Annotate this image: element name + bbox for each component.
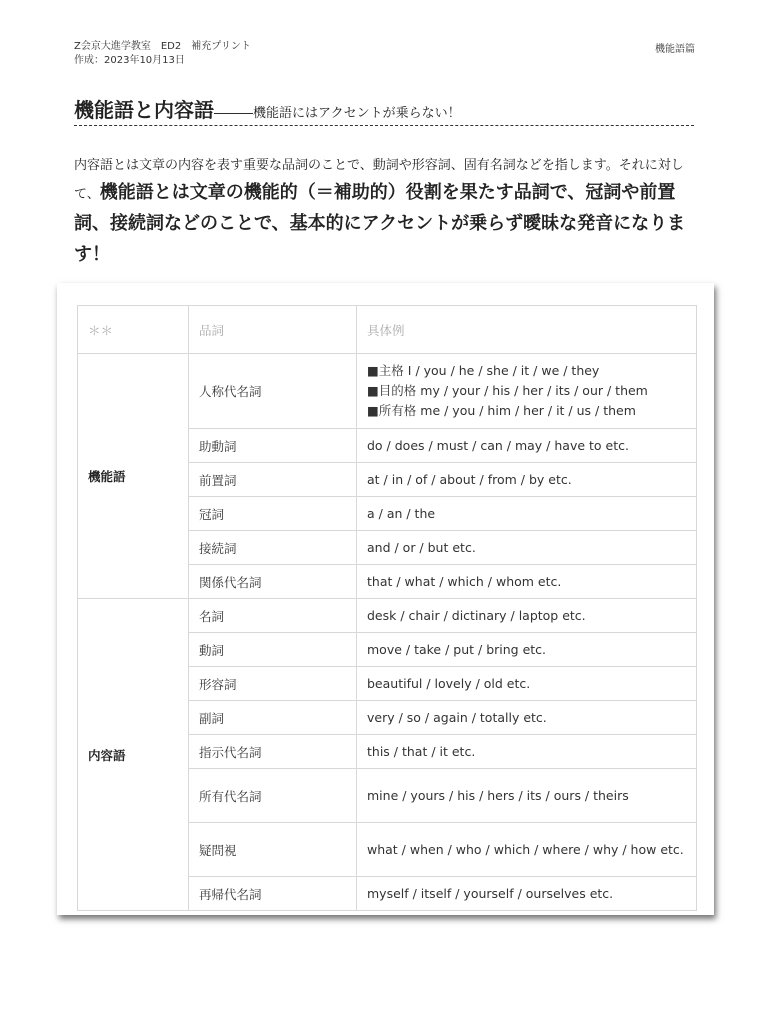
table-card	[57, 283, 714, 915]
pos-cell: 関係代名詞	[189, 565, 357, 599]
pos-cell: 形容詞	[189, 667, 357, 701]
example-line: this / that / it etc.	[367, 744, 476, 759]
pos-cell: 再帰代名詞	[189, 877, 357, 911]
header-course-line: Z会京大進学教室 ED2 補充プリント	[74, 41, 251, 52]
pos-cell: 動詞	[189, 633, 357, 667]
examples-cell	[357, 429, 697, 463]
intro-emphasis-text: 機能語とは文章の機能的（＝補助的）役割を果たす品詞で、冠詞や前置詞、接続詞などのことで、基本的にアクセントが乗らず曖昧な発音になります！	[74, 182, 686, 265]
word-class-table	[77, 305, 697, 911]
examples-cell	[357, 497, 697, 531]
title-main: 機能語と内容語	[74, 98, 214, 122]
table-body	[78, 354, 697, 911]
group-label-cell: 機能語	[78, 354, 189, 599]
example-line: move / take / put / bring etc.	[367, 642, 547, 657]
header-cell-examples: 具体例	[357, 306, 697, 354]
header-cell-category: ＊＊	[78, 306, 189, 354]
pos-cell: 副詞	[189, 701, 357, 735]
example-line: that / what / which / whom etc.	[367, 574, 562, 589]
example-line: a / an / the	[367, 506, 436, 521]
header-section-name: 機能語篇	[655, 44, 695, 55]
examples-cell	[357, 877, 697, 911]
table-row	[78, 599, 697, 633]
example-line: what / when / who / which / where / why / how etc.	[367, 841, 684, 857]
example-line: ■主格 I / you / he / she / it / we / they	[367, 363, 600, 378]
table-row	[78, 354, 697, 429]
example-line: and / or / but etc.	[367, 540, 476, 555]
intro-paragraph	[74, 155, 694, 270]
examples-cell	[357, 633, 697, 667]
header-date-line: 作成：2023年10月13日	[74, 55, 185, 66]
examples-cell	[357, 667, 697, 701]
examples-cell	[357, 769, 697, 823]
document-header-left	[74, 40, 251, 68]
pos-cell: 前置詞	[189, 463, 357, 497]
examples-cell	[357, 599, 697, 633]
examples-cell	[357, 354, 697, 429]
intro-normal-text: 内容語とは文章の内容を表す重要な品詞のことで、動詞や形容詞、固有名詞などを指します。それに対して、	[74, 158, 684, 202]
table-header-row	[78, 306, 697, 354]
pos-cell: 指示代名詞	[189, 735, 357, 769]
example-line: ■目的格 my / your / his / her / its / our / them	[367, 383, 648, 398]
pos-cell: 名詞	[189, 599, 357, 633]
example-line: ■所有格 me / you / him / her / it / us / them	[367, 403, 636, 418]
page-title	[74, 94, 694, 126]
examples-cell	[357, 463, 697, 497]
examples-cell	[357, 823, 697, 877]
examples-cell	[357, 701, 697, 735]
example-line: beautiful / lovely / old etc.	[367, 676, 531, 691]
example-line: do / does / must / can / may / have to etc.	[367, 438, 629, 453]
examples-cell	[357, 565, 697, 599]
pos-cell: 所有代名詞	[189, 769, 357, 823]
header-cell-pos: 品詞	[189, 306, 357, 354]
pos-cell: 人称代名詞	[189, 354, 357, 429]
examples-cell	[357, 735, 697, 769]
example-line: very / so / again / totally etc.	[367, 710, 547, 725]
pos-cell: 接続詞	[189, 531, 357, 565]
group-label-cell: 内容語	[78, 599, 189, 911]
pos-cell: 疑問視	[189, 823, 357, 877]
example-line: at / in / of / about / from / by etc.	[367, 472, 572, 487]
example-line: desk / chair / dictinary / laptop etc.	[367, 608, 586, 623]
pos-cell: 冠詞	[189, 497, 357, 531]
example-line: myself / itself / yourself / ourselves etc.	[367, 886, 614, 901]
example-line: mine / yours / his / hers / its / ours / theirs	[367, 787, 629, 803]
title-subtitle: ―――機能語にはアクセントが乗らない！	[214, 106, 461, 121]
pos-cell: 助動詞	[189, 429, 357, 463]
examples-cell	[357, 531, 697, 565]
